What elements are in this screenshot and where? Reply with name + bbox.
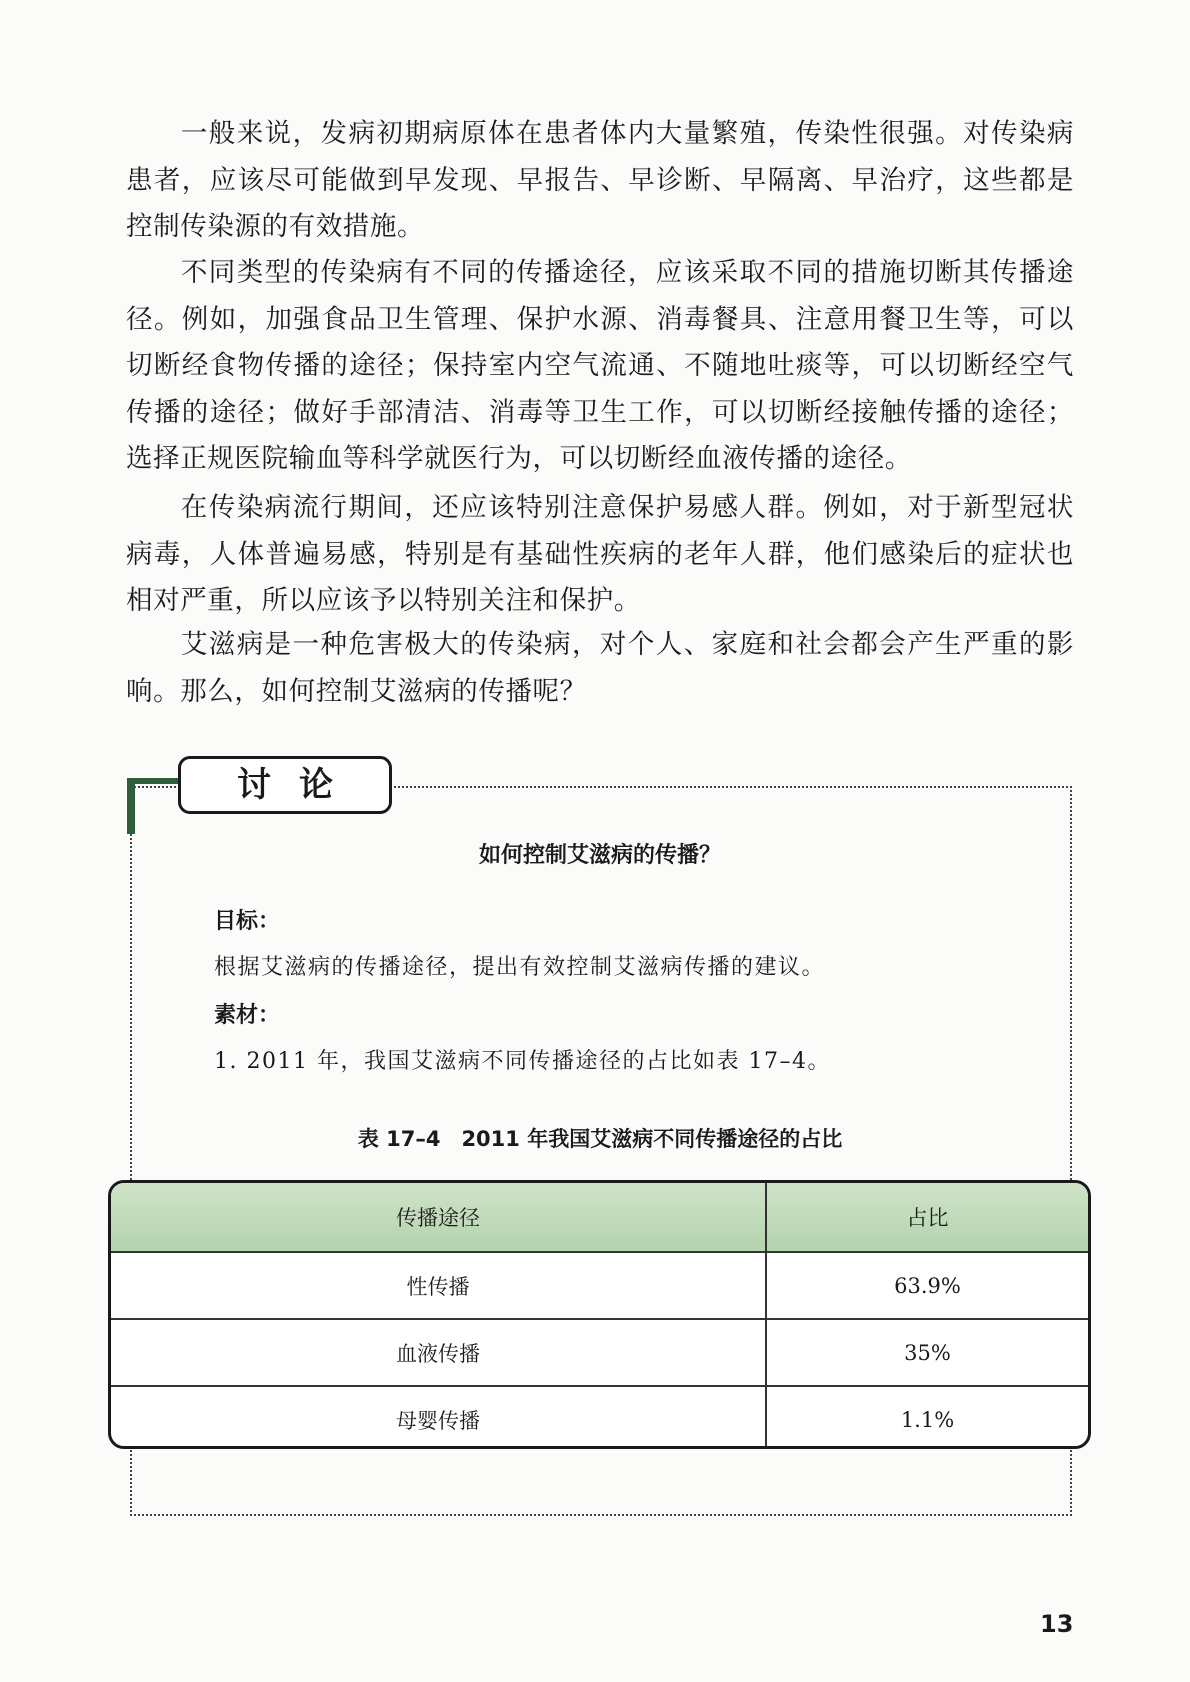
header-share: 占比 — [906, 1206, 949, 1230]
table-row — [111, 1387, 1088, 1449]
route-cell: 母婴传播 — [111, 1387, 767, 1449]
paragraph-aids-intro — [126, 622, 1074, 715]
route-cell: 性传播 — [111, 1253, 767, 1318]
table-row — [111, 1253, 1088, 1320]
paragraph-susceptible-population — [126, 485, 1074, 625]
discussion-title: 如何控制艾滋病的传播？ — [478, 843, 721, 868]
paragraph-control-source — [126, 111, 1074, 251]
paragraph-text: 艾滋病是一种危害极大的传染病，对个人、家庭和社会都会产生严重的影响。那么，如何控制艾滋病的传播呢？ — [126, 629, 1074, 707]
material-label: 素材： — [214, 1003, 281, 1028]
paragraph-text: 一般来说，发病初期病原体在患者体内大量繁殖，传染性很强。对传染病患者，应该尽可能做到早发现、早报告、早诊断、早隔离、早治疗，这些都是控制传染源的有效措施。 — [126, 118, 1074, 242]
paragraph-text: 在传染病流行期间，还应该特别注意保护易感人群。例如，对于新型冠状病毒，人体普遍易感，特别是有基础性疾病的老年人群，他们感染后的症状也相对严重，所以应该予以特别关注和保护。 — [126, 492, 1074, 616]
discussion-accent-bar-top — [127, 778, 182, 784]
discussion-accent-bar — [127, 778, 135, 834]
material-item: 1. 2011 年，我国艾滋病不同传播途径的占比如表 17–4。 — [214, 1049, 831, 1074]
page-number: 13 — [1040, 1610, 1074, 1638]
paragraph-text: 不同类型的传染病有不同的传播途径，应该采取不同的措施切断其传播途径。例如，加强食品卫生管理、保护水源、消毒餐具、注意用餐卫生等，可以切断经食物传播的途径；保持室内空气流通、不随地吐痰等，可以切断经空气传播的途径；做好手部清洁、消毒等卫生工作，可以切断经接触传播的途径；选择正规医院输血等科学就医行为，可以切断经血液传播的途径。 — [126, 257, 1074, 474]
route-cell: 血液传播 — [111, 1320, 767, 1385]
share-cell: 1.1% — [900, 1407, 955, 1432]
header-route: 传播途径 — [111, 1183, 767, 1251]
goal-text: 根据艾滋病的传播途径，提出有效控制艾滋病传播的建议。 — [214, 955, 826, 980]
paragraph-transmission-routes — [126, 250, 1074, 483]
share-cell: 35% — [904, 1340, 951, 1365]
transmission-table — [108, 1180, 1091, 1449]
goal-label: 目标： — [214, 909, 281, 934]
table-header-row — [111, 1183, 1088, 1253]
table-caption: 表 17–4 2011 年我国艾滋病不同传播途径的占比 — [357, 1127, 843, 1151]
discussion-tab-label: 讨论 — [178, 756, 392, 814]
table-row — [111, 1320, 1088, 1387]
share-cell: 63.9% — [894, 1273, 961, 1298]
